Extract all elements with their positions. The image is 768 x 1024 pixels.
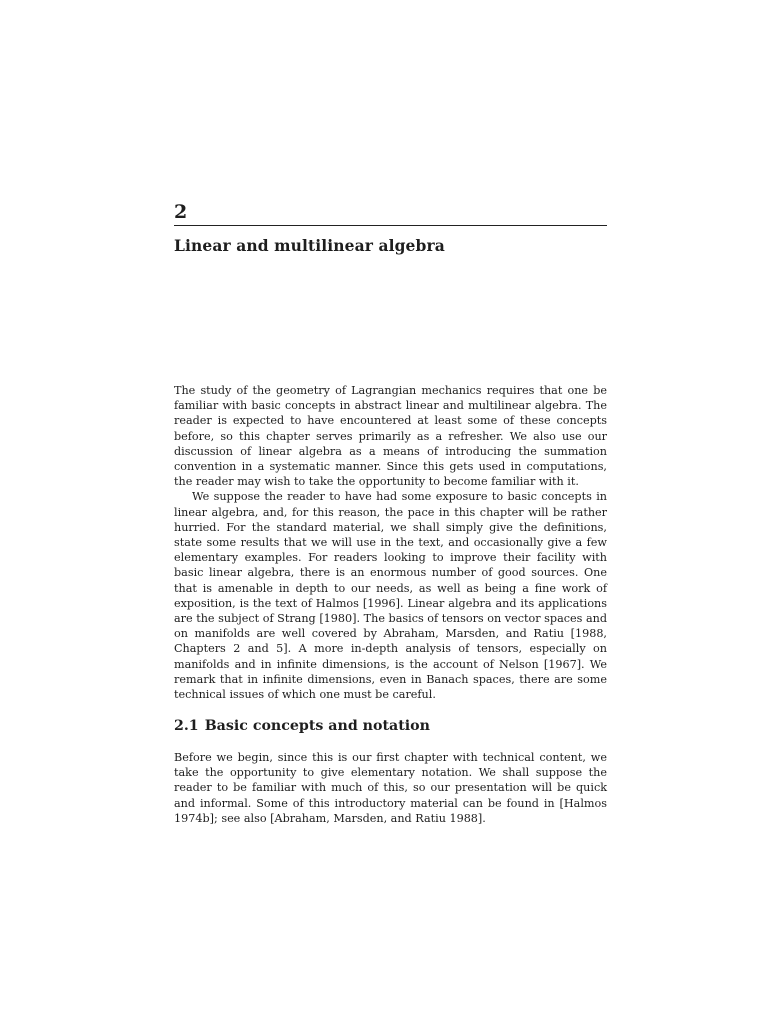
section-title: Basic concepts and notation bbox=[204, 718, 430, 734]
chapter-number: 2 bbox=[174, 201, 188, 223]
section-body bbox=[174, 750, 607, 826]
intro-paragraph-2: We suppose the reader to have had some exposure to basic concepts in linear algebra, and, for this reason, the pace in this chapter will be rather hurried. For the standard material, we shall simply give the definitions, state some results that we will use in the text, and occasionally give a few elementary examples. For readers looking to improve their facility with basic linear algebra, there is an enormous number of good sources. One that is amenable in depth to our needs, as well as being a fine work of exposition, is the text of Halmos [1996]. Linear algebra and its applications are the subject of Strang [1980]. The basics of tensors on vector spaces and on manifolds are well covered by Abraham, Marsden, and Ratiu [1988, Chapters 2 and 5]. A more in-depth analysis of tensors, especially on manifolds and in infinite dimensions, is the account of Nelson [1967]. We remark that in infinite dimensions, even in Banach spaces, there are some technical issues of which one must be careful. bbox=[174, 490, 607, 702]
section-paragraph-1: Before we begin, since this is our first chapter with technical content, we take the opportunity to give elementary notation. We shall suppose the reader to be familiar with much of this, so our presentation will be quick and informal. Some of this introductory material can be found in [Halmos 1974b]; see also [Abraham, Marsden, and Ratiu 1988]. bbox=[174, 751, 607, 825]
intro-paragraph-1: The study of the geometry of Lagrangian mechanics requires that one be familiar with basic concepts in abstract linear and multilinear algebra. The reader is expected to have encountered at least some of these concepts before, so this chapter serves primarily as a refresher. We also use our discussion of linear algebra as a means of introducing the summation convention in a systematic manner. Since this gets used in computations, the reader may wish to take the opportunity to become familiar with it. bbox=[174, 384, 607, 489]
chapter-intro bbox=[174, 383, 607, 702]
chapter-rule bbox=[174, 225, 607, 226]
chapter-title: Linear and multilinear algebra bbox=[174, 236, 445, 255]
section-heading bbox=[174, 715, 430, 737]
section-number: 2.1 bbox=[174, 718, 199, 734]
